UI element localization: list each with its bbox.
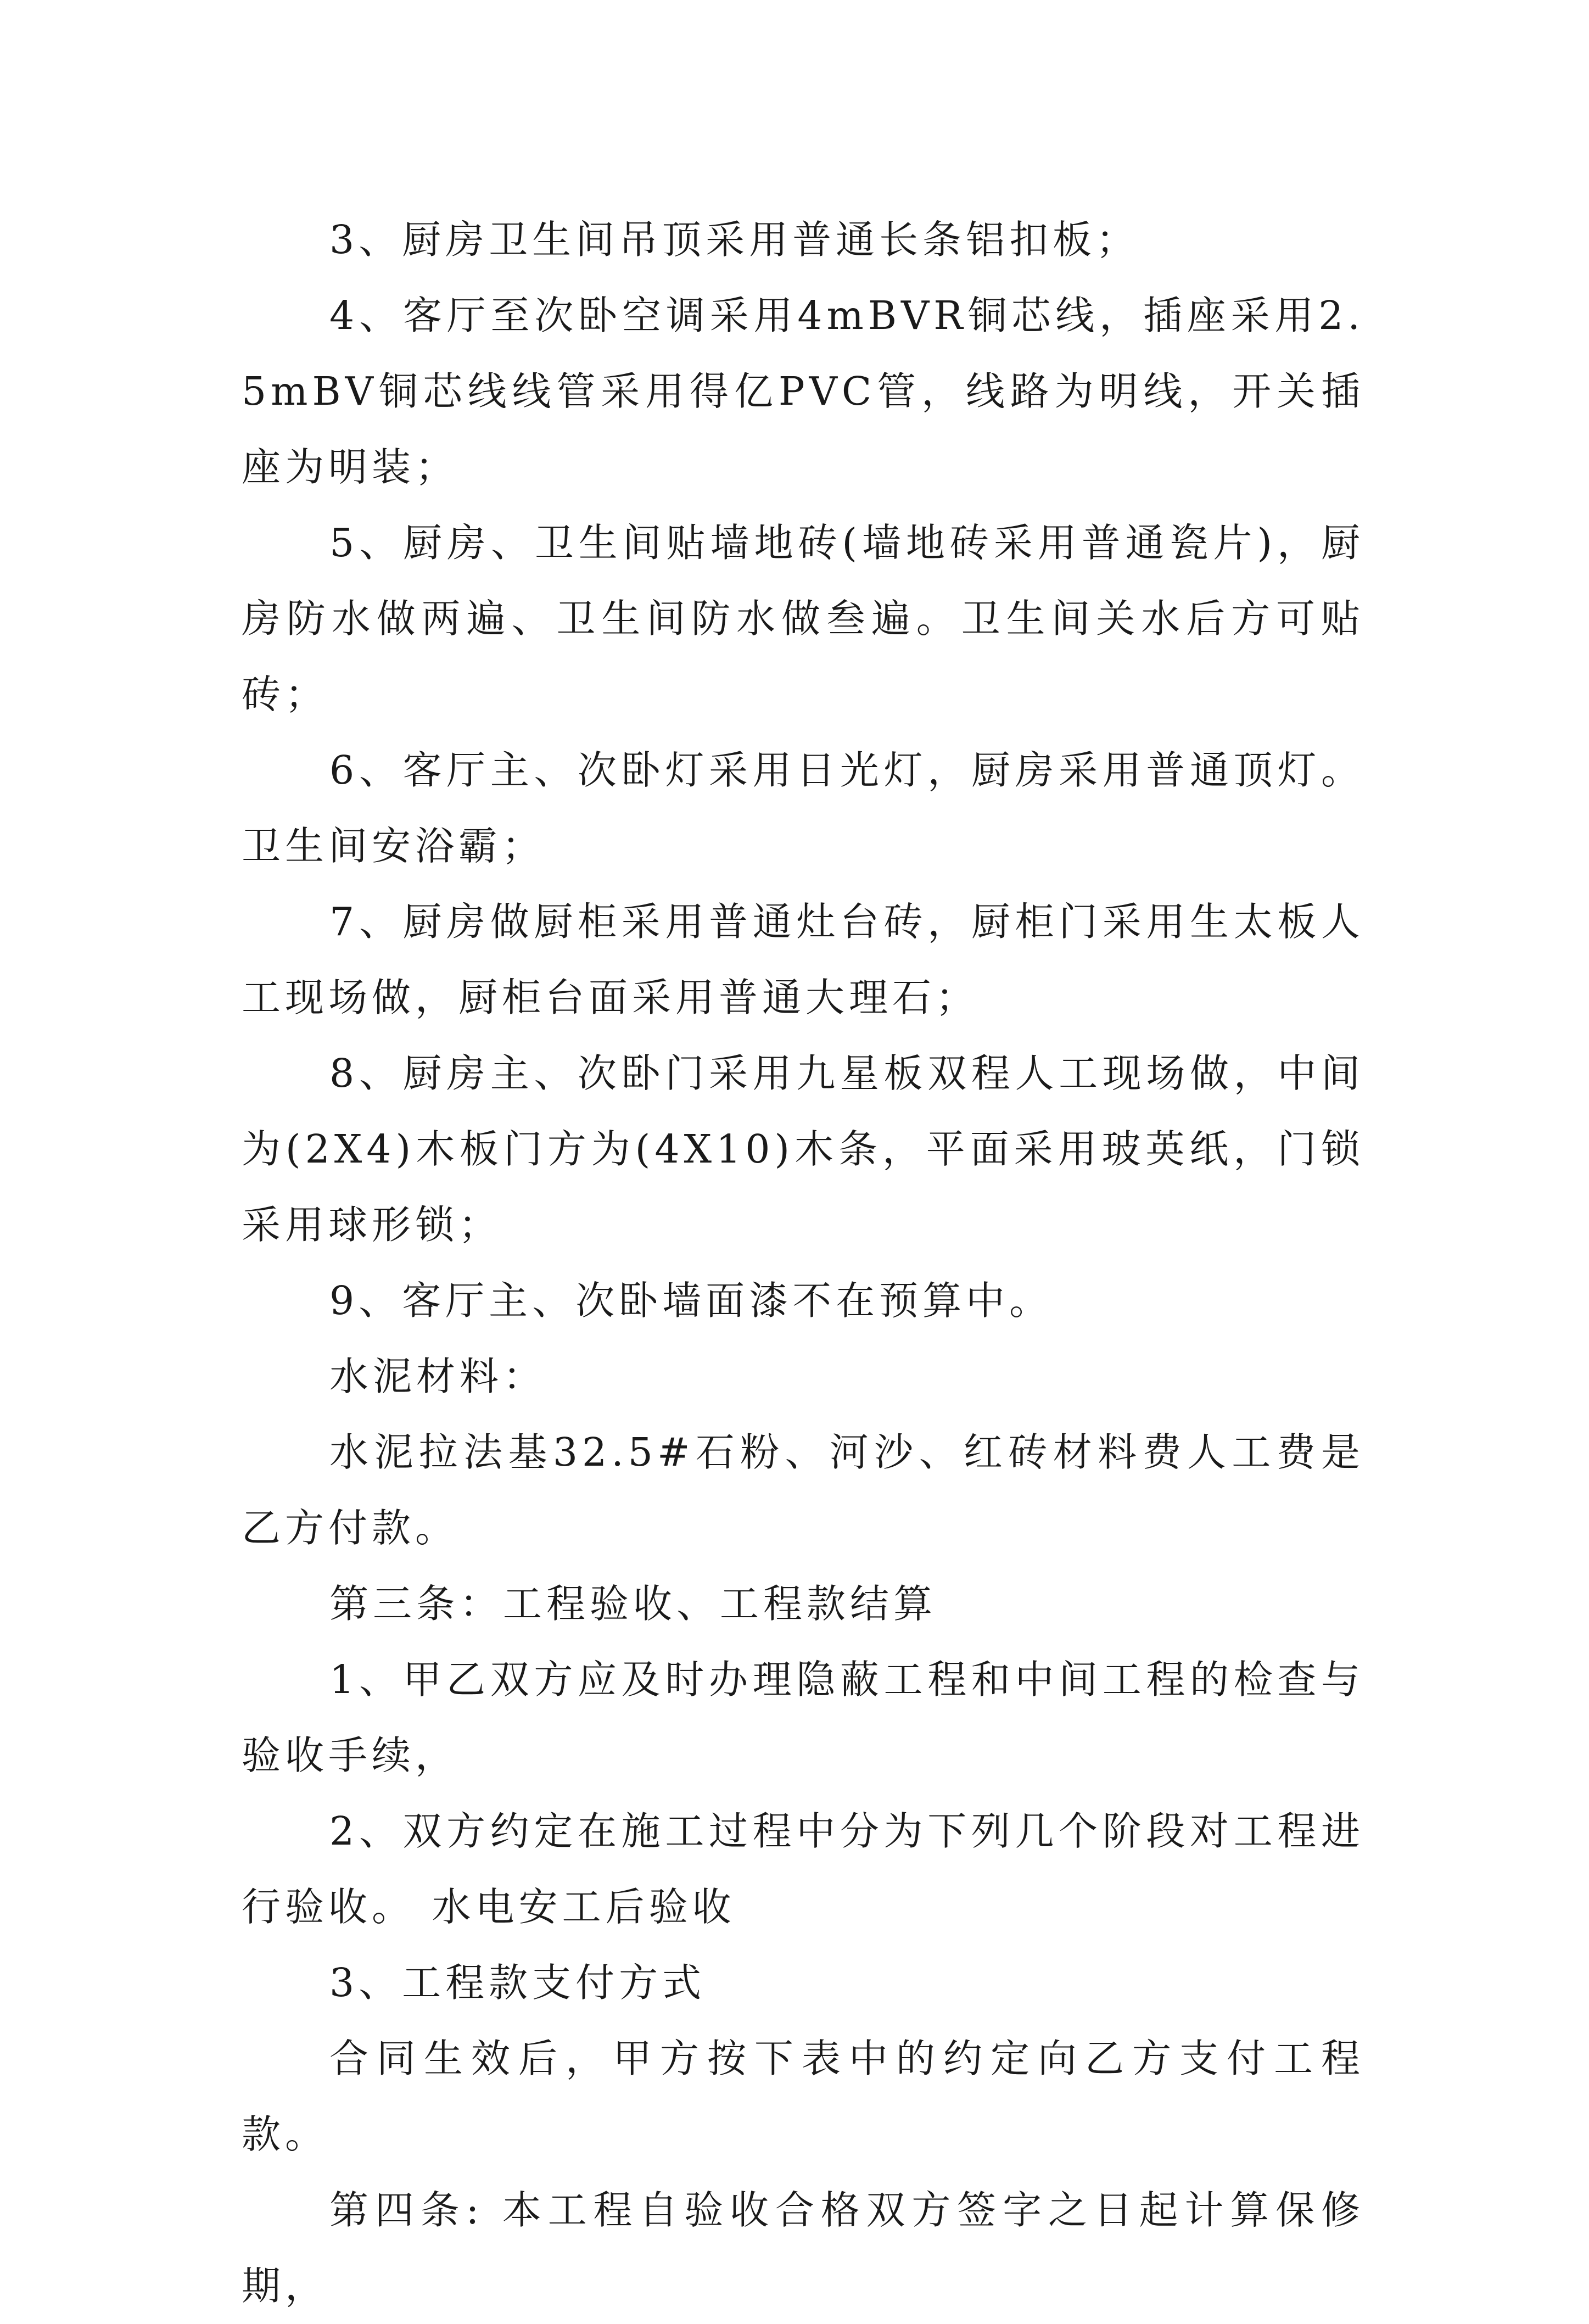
- article-three-heading: 第三条：工程验收、工程款结算: [329, 1581, 937, 1627]
- paragraph-cabinet: 7、厨房做厨柜采用普通灶台砖，厨柜门采用生太板人工现场做，厨柜台面采用普通大理石；: [242, 899, 1364, 1020]
- paragraph-tiles: 5、厨房、卫生间贴墙地砖(墙地砖采用普通瓷片)，厨房防水做两遍、卫生间防水做叁遍。卫生间关水后方可贴砖；: [242, 520, 1364, 717]
- paragraph-wiring: 4、客厅至次卧空调采用4mBVR铜芯线，插座采用2.5mBV铜芯线线管采用得亿PVC管，线路为明线，开关插座为明装；: [242, 293, 1364, 490]
- paragraph-payment: 合同生效后，甲方按下表中的约定向乙方支付工程款。: [242, 2036, 1364, 2157]
- paragraph-inspection: 1、甲乙双方应及时办理隐蔽工程和中间工程的检查与验收手续，: [242, 1657, 1364, 1778]
- paragraph-cement-heading: 水泥材料：: [329, 1354, 547, 1399]
- paragraph-stages: 2、双方约定在施工过程中分为下列几个阶段对工程进行验收。 水电安工后验收: [242, 1808, 1364, 1930]
- paragraph-cement: 水泥拉法基32.5#石粉、河沙、红砖材料费人工费是乙方付款。: [242, 1429, 1364, 1551]
- paragraph-payment-heading: 3、工程款支付方式: [329, 1960, 706, 2005]
- paragraph-lighting: 6、客厅主、次卧灯采用日光灯，厨房采用普通顶灯。卫生间安浴霸；: [242, 747, 1364, 869]
- paragraph-paint: 9、客厅主、次卧墙面漆不在预算中。: [329, 1278, 1053, 1323]
- document-body: [242, 202, 1364, 2324]
- article-four-heading: 第四条: 本工程自验收合格双方签字之日起计算保修期，: [242, 2187, 1364, 2309]
- paragraph-ceiling: 3、厨房卫生间吊顶采用普通长条铝扣板；: [329, 217, 1140, 262]
- paragraph-doors: 8、厨房主、次卧门采用九星板双程人工现场做，中间为(2X4)木板门方为(4X10)木条，平面采用玻英纸，门锁采用球形锁；: [242, 1051, 1364, 1248]
